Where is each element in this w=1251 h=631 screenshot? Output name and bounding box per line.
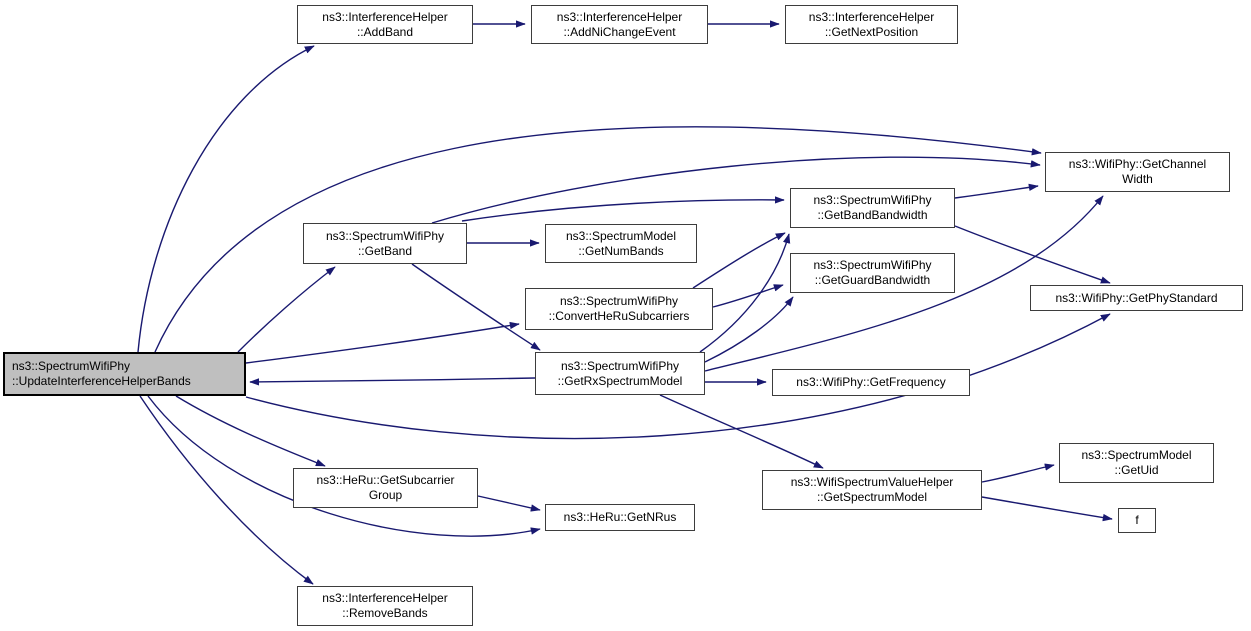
node-label-line: f <box>1135 513 1139 527</box>
node-he-ru-get-subcarrier-group[interactable] <box>293 468 478 508</box>
node-spectrum-wifi-phy-get-band-bandwidth[interactable] <box>790 188 955 228</box>
node-label-line: ns3::SpectrumWifiPhy <box>12 359 131 373</box>
node-wifi-phy-get-phy-standard[interactable] <box>1030 285 1243 311</box>
edge-spectrum-wifi-phy-get-band-to-spectrum-wifi-phy-get-band-bandwidth <box>462 200 784 221</box>
node-spectrum-wifi-phy-convert-he-ru-subcarriers[interactable] <box>525 288 713 330</box>
edge-spectrum-wifi-phy-get-rx-spectrum-model-to-wifi-spectrum-value-helper-get-spectrum-model <box>660 395 823 468</box>
edge-update-interference-helper-bands-to-spectrum-wifi-phy-convert-he-ru-subcarriers <box>246 324 519 363</box>
node-label-line: ns3::SpectrumModel <box>565 228 677 243</box>
node-label-line: ::GetNumBands <box>578 243 664 258</box>
edge-spectrum-wifi-phy-get-band-bandwidth-to-wifi-phy-get-phy-standard <box>955 226 1110 283</box>
edge-he-ru-get-subcarrier-group-to-he-ru-get-nrus <box>478 496 540 510</box>
node-label-line: ns3::HeRu::GetSubcarrier <box>316 473 455 487</box>
node-label-line: Group <box>368 488 403 502</box>
node-wifi-spectrum-value-helper-get-spectrum-model[interactable] <box>762 470 982 510</box>
edge-spectrum-wifi-phy-get-band-bandwidth-to-wifi-phy-get-channel-width <box>955 186 1038 198</box>
node-label-line: ns3::SpectrumWifiPhy <box>559 294 679 308</box>
node-label-line: ::UpdateInterferenceHelperBands <box>12 374 191 388</box>
node-label-line: ns3::InterferenceHelper <box>322 591 448 605</box>
node-f[interactable] <box>1118 508 1156 533</box>
edge-wifi-spectrum-value-helper-get-spectrum-model-to-f <box>982 497 1112 519</box>
edge-update-interference-helper-bands-to-he-ru-get-nrus <box>148 396 540 536</box>
edge-spectrum-wifi-phy-get-rx-spectrum-model-to-update-interference-helper-bands <box>250 378 535 382</box>
node-label-line: ::AddBand <box>356 24 414 39</box>
node-update-interference-helper-bands[interactable] <box>3 352 246 396</box>
node-label-line: ns3::InterferenceHelper <box>556 9 683 24</box>
node-wifi-phy-get-frequency[interactable] <box>772 369 970 396</box>
node-label-line: ns3::SpectrumWifiPhy <box>560 358 680 373</box>
node-label-line: ns3::SpectrumWifiPhy <box>813 193 932 207</box>
edge-update-interference-helper-bands-to-spectrum-wifi-phy-get-band <box>238 267 335 352</box>
node-label-line: ns3::InterferenceHelper <box>322 9 448 24</box>
node-label-line: ns3::SpectrumWifiPhy <box>813 258 932 272</box>
node-label-line: ns3::WifiPhy::GetPhyStandard <box>1055 290 1218 305</box>
node-label-line: ns3::InterferenceHelper <box>808 9 935 24</box>
node-spectrum-wifi-phy-get-band[interactable] <box>303 223 467 264</box>
node-label-line: ::GetSpectrumModel <box>816 490 928 504</box>
edge-spectrum-wifi-phy-convert-he-ru-subcarriers-to-spectrum-wifi-phy-get-band-bandwidth <box>693 233 785 288</box>
node-label-line: ns3::SpectrumWifiPhy <box>325 228 445 243</box>
edge-spectrum-wifi-phy-convert-he-ru-subcarriers-to-spectrum-wifi-phy-get-guard-bandwidth <box>713 285 783 307</box>
edge-spectrum-wifi-phy-get-rx-spectrum-model-to-spectrum-wifi-phy-get-band-bandwidth <box>700 234 789 352</box>
edge-wifi-spectrum-value-helper-get-spectrum-model-to-spectrum-model-get-uid <box>982 465 1054 482</box>
node-spectrum-model-get-uid[interactable] <box>1059 443 1214 483</box>
node-label-line: ns3::HeRu::GetNRus <box>563 510 677 524</box>
node-interference-helper-get-next-position[interactable] <box>785 5 958 44</box>
node-spectrum-wifi-phy-get-rx-spectrum-model[interactable] <box>535 352 705 395</box>
node-label-line: ns3::WifiPhy::GetChannel <box>1068 157 1207 171</box>
node-label-line: ::ConvertHeRuSubcarriers <box>548 309 690 323</box>
node-label-line: Width <box>1122 172 1153 186</box>
node-label-line: ::GetRxSpectrumModel <box>557 373 683 388</box>
node-label-line: ::GetBandBandwidth <box>817 208 928 222</box>
node-label-line: ::AddNiChangeEvent <box>563 24 676 39</box>
node-label-line: ns3::WifiSpectrumValueHelper <box>790 475 954 489</box>
node-label-line: ::GetGuardBandwidth <box>814 273 931 287</box>
node-he-ru-get-nrus[interactable] <box>545 504 695 531</box>
node-spectrum-model-get-num-bands[interactable] <box>545 224 697 263</box>
node-interference-helper-remove-bands[interactable] <box>297 586 473 626</box>
edge-update-interference-helper-bands-to-he-ru-get-subcarrier-group <box>176 396 325 466</box>
node-label-line: ns3::WifiPhy::GetFrequency <box>796 375 946 389</box>
node-interference-helper-add-band[interactable] <box>297 5 473 44</box>
node-label-line: ::GetBand <box>357 243 413 258</box>
node-label-line: ::GetUid <box>1114 463 1159 477</box>
node-label-line: ::RemoveBands <box>342 606 428 620</box>
node-interference-helper-add-ni-change-event[interactable] <box>531 5 708 44</box>
node-spectrum-wifi-phy-get-guard-bandwidth[interactable] <box>790 253 955 293</box>
node-label-line: ::GetNextPosition <box>824 24 919 39</box>
node-label-line: ns3::SpectrumModel <box>1081 448 1192 462</box>
node-wifi-phy-get-channel-width[interactable] <box>1045 152 1230 192</box>
